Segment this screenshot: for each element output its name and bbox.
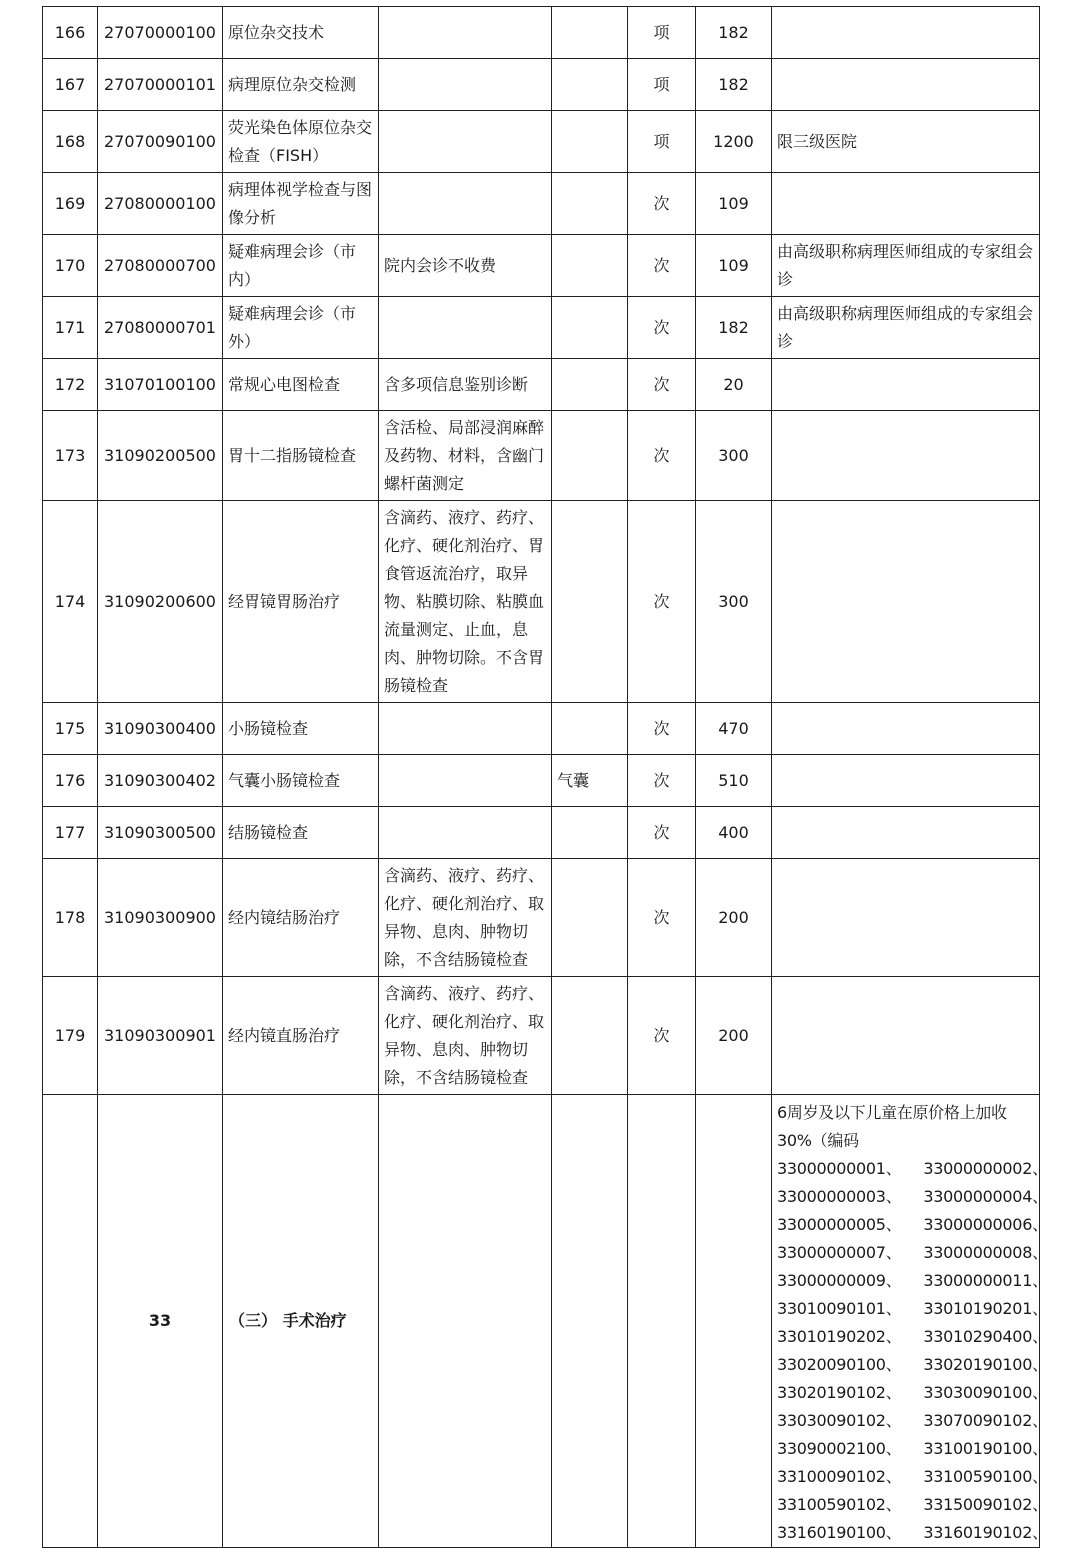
table-row [43, 807, 1040, 859]
item-unit: 项 [628, 59, 696, 111]
code-item: 33030090100 [923, 1383, 1033, 1402]
code-separator: 、 [1032, 1159, 1048, 1178]
item-code: 27070090100 [98, 111, 223, 173]
row-number: 178 [43, 859, 98, 977]
item-content [379, 755, 552, 807]
code-separator: 、 [1032, 1467, 1048, 1486]
item-exclusion [552, 235, 628, 297]
item-code: 27080000700 [98, 235, 223, 297]
code-item: 33010090101 [777, 1299, 886, 1318]
item-unit: 次 [628, 977, 696, 1095]
item-content [379, 173, 552, 235]
row-number: 176 [43, 755, 98, 807]
item-code: 31090200600 [98, 501, 223, 703]
item-unit: 次 [628, 297, 696, 359]
row-number: 179 [43, 977, 98, 1095]
code-item: 33010290400 [923, 1327, 1033, 1346]
item-content [379, 59, 552, 111]
item-code: 31090300900 [98, 859, 223, 977]
item-note [772, 501, 1040, 703]
code-item: 33000000004 [923, 1187, 1033, 1206]
item-price: 300 [696, 501, 772, 703]
item-note [772, 173, 1040, 235]
code-separator: 、 [1032, 1523, 1048, 1542]
table-row [43, 59, 1040, 111]
code-separator: 、 [1032, 1495, 1048, 1514]
section-note [772, 1095, 1048, 1548]
item-note: 由高级职称病理医师组成的专家组会诊 [772, 235, 1040, 297]
item-code: 27080000701 [98, 297, 223, 359]
item-code: 27070000101 [98, 59, 223, 111]
code-separator: 、 [885, 1467, 902, 1486]
row-number: 175 [43, 703, 98, 755]
item-content [379, 297, 552, 359]
item-note [772, 977, 1040, 1095]
code-separator: 、 [1032, 1411, 1048, 1430]
item-exclusion: 气囊 [552, 755, 628, 807]
table-row [43, 297, 1040, 359]
item-name: 疑难病理会诊（市外） [223, 297, 379, 359]
code-separator: 、 [885, 1215, 902, 1234]
item-note [772, 7, 1040, 59]
item-name: 小肠镜检查 [223, 703, 379, 755]
code-separator: 、 [1032, 1383, 1048, 1402]
code-separator: 、 [1032, 1271, 1048, 1290]
item-code: 27070000100 [98, 7, 223, 59]
item-price: 400 [696, 807, 772, 859]
code-item: 33100090102 [777, 1467, 886, 1486]
empty-cell [628, 1095, 696, 1548]
code-item: 33000000002 [923, 1159, 1033, 1178]
item-note [772, 359, 1040, 411]
code-separator: 、 [1032, 1299, 1048, 1318]
item-exclusion [552, 59, 628, 111]
code-item: 33000000007 [777, 1243, 886, 1262]
item-unit: 次 [628, 501, 696, 703]
table-row [43, 703, 1040, 755]
row-number: 167 [43, 59, 98, 111]
code-separator: 、 [885, 1327, 902, 1346]
item-name: 经胃镜胃肠治疗 [223, 501, 379, 703]
code-separator: 、 [1032, 1215, 1048, 1234]
code-item: 33160190102 [923, 1523, 1033, 1542]
code-item: 33100590100 [923, 1467, 1033, 1486]
item-price: 109 [696, 235, 772, 297]
row-number: 168 [43, 111, 98, 173]
item-exclusion [552, 297, 628, 359]
item-exclusion [552, 977, 628, 1095]
item-note: 由高级职称病理医师组成的专家组会诊 [772, 297, 1040, 359]
item-unit: 项 [628, 111, 696, 173]
row-number: 172 [43, 359, 98, 411]
item-name: 经内镜结肠治疗 [223, 859, 379, 977]
item-exclusion [552, 173, 628, 235]
item-unit: 次 [628, 807, 696, 859]
item-unit: 次 [628, 235, 696, 297]
code-item: 33100590102 [777, 1495, 886, 1514]
section-row [43, 1095, 1040, 1548]
item-unit: 次 [628, 359, 696, 411]
row-number: 169 [43, 173, 98, 235]
item-name: 疑难病理会诊（市内） [223, 235, 379, 297]
item-exclusion [552, 859, 628, 977]
item-price: 20 [696, 359, 772, 411]
item-unit: 项 [628, 7, 696, 59]
table-row [43, 977, 1040, 1095]
code-item: 33150090102 [923, 1495, 1033, 1514]
code-item: 33000000003 [777, 1187, 886, 1206]
code-item: 33010190201 [923, 1299, 1033, 1318]
item-name: 胃十二指肠镜检查 [223, 411, 379, 501]
item-price: 109 [696, 173, 772, 235]
code-separator: 、 [885, 1187, 902, 1206]
item-code: 31090300901 [98, 977, 223, 1095]
item-name: 病理原位杂交检测 [223, 59, 379, 111]
table-row [43, 501, 1040, 703]
item-price: 200 [696, 977, 772, 1095]
code-item: 33030090102 [777, 1411, 886, 1430]
code-separator: 、 [885, 1495, 902, 1514]
table-row [43, 359, 1040, 411]
code-list [777, 1155, 1048, 1547]
item-exclusion [552, 411, 628, 501]
code-separator: 、 [885, 1243, 902, 1262]
code-item: 33000000001 [777, 1159, 886, 1178]
section-code: 33 [98, 1095, 223, 1548]
code-separator: 、 [885, 1159, 902, 1178]
item-content: 含活检、局部浸润麻醉及药物、材料，含幽门螺杆菌测定 [379, 411, 552, 501]
code-item: 33000000008 [923, 1243, 1033, 1262]
row-number: 171 [43, 297, 98, 359]
item-note: 限三级医院 [772, 111, 1040, 173]
code-separator: 、 [1032, 1243, 1048, 1262]
code-item: 33000000011 [923, 1271, 1033, 1290]
item-price: 200 [696, 859, 772, 977]
item-price: 470 [696, 703, 772, 755]
section-name: （三） 手术治疗 [223, 1095, 379, 1548]
item-content [379, 111, 552, 173]
empty-cell [379, 1095, 552, 1548]
item-name: 常规心电图检查 [223, 359, 379, 411]
item-name: 病理体视学检查与图像分析 [223, 173, 379, 235]
section-note-intro: 6周岁及以下儿童在原价格上加收30%（编码 [777, 1103, 1007, 1150]
item-note [772, 411, 1040, 501]
item-code: 31070100100 [98, 359, 223, 411]
item-note [772, 59, 1040, 111]
item-content [379, 807, 552, 859]
code-separator: 、 [885, 1523, 902, 1542]
item-exclusion [552, 501, 628, 703]
code-separator: 、 [1032, 1327, 1048, 1346]
code-item: 33100190100 [923, 1439, 1033, 1458]
code-item: 33010190202 [777, 1327, 886, 1346]
item-note [772, 703, 1040, 755]
item-code: 31090300500 [98, 807, 223, 859]
code-separator: 、 [885, 1355, 902, 1374]
code-item: 33000000009 [777, 1271, 886, 1290]
empty-cell [552, 1095, 628, 1548]
item-price: 510 [696, 755, 772, 807]
item-name: 原位杂交技术 [223, 7, 379, 59]
table-row [43, 7, 1040, 59]
table-row [43, 235, 1040, 297]
code-separator: 、 [1032, 1355, 1048, 1374]
item-price: 182 [696, 59, 772, 111]
item-price: 300 [696, 411, 772, 501]
item-content: 含多项信息鉴别诊断 [379, 359, 552, 411]
item-note [772, 859, 1040, 977]
item-content: 含滴药、液疗、药疗、化疗、硬化剂治疗、取异物、息肉、肿物切除，不含结肠镜检查 [379, 977, 552, 1095]
item-price: 182 [696, 7, 772, 59]
item-content: 院内会诊不收费 [379, 235, 552, 297]
code-separator: 、 [1032, 1187, 1048, 1206]
table-row [43, 111, 1040, 173]
price-table [42, 6, 1048, 1548]
row-number: 177 [43, 807, 98, 859]
item-code: 31090200500 [98, 411, 223, 501]
item-unit: 次 [628, 755, 696, 807]
item-content: 含滴药、液疗、药疗、化疗、硬化剂治疗、取异物、息肉、肿物切除，不含结肠镜检查 [379, 859, 552, 977]
section-no-cell [43, 1095, 98, 1548]
item-exclusion [552, 359, 628, 411]
item-exclusion [552, 7, 628, 59]
row-number: 166 [43, 7, 98, 59]
item-name: 气囊小肠镜检查 [223, 755, 379, 807]
table-row [43, 173, 1040, 235]
item-name: 经内镜直肠治疗 [223, 977, 379, 1095]
item-code: 31090300400 [98, 703, 223, 755]
item-unit: 次 [628, 411, 696, 501]
item-price: 182 [696, 297, 772, 359]
code-separator: 、 [1032, 1439, 1048, 1458]
item-exclusion [552, 111, 628, 173]
code-item: 33070090102 [923, 1411, 1033, 1430]
table-row [43, 859, 1040, 977]
item-exclusion [552, 807, 628, 859]
item-name: 结肠镜检查 [223, 807, 379, 859]
code-item: 33020190100 [923, 1355, 1033, 1374]
item-code: 31090300402 [98, 755, 223, 807]
item-unit: 次 [628, 859, 696, 977]
code-separator: 、 [885, 1411, 902, 1430]
item-name: 荧光染色体原位杂交检查（FISH） [223, 111, 379, 173]
code-item: 33020190102 [777, 1383, 886, 1402]
code-separator: 、 [885, 1299, 902, 1318]
item-unit: 次 [628, 703, 696, 755]
item-content [379, 703, 552, 755]
table-row [43, 755, 1040, 807]
code-separator: 、 [885, 1383, 902, 1402]
code-item: 33090002100 [777, 1439, 886, 1458]
row-number: 174 [43, 501, 98, 703]
empty-cell [696, 1095, 772, 1548]
item-exclusion [552, 703, 628, 755]
row-number: 173 [43, 411, 98, 501]
item-note [772, 755, 1040, 807]
item-content: 含滴药、液疗、药疗、化疗、硬化剂治疗、胃食管返流治疗，取异物、粘膜切除、粘膜血流量测定、止血，息肉、肿物切除。不含胃肠镜检查 [379, 501, 552, 703]
code-item: 33000000006 [923, 1215, 1033, 1234]
table-row [43, 411, 1040, 501]
code-separator: 、 [885, 1271, 902, 1290]
code-item: 33160190100 [777, 1523, 886, 1542]
item-code: 27080000100 [98, 173, 223, 235]
code-item: 33000000005 [777, 1215, 886, 1234]
item-content [379, 7, 552, 59]
item-unit: 次 [628, 173, 696, 235]
item-price: 1200 [696, 111, 772, 173]
code-separator: 、 [885, 1439, 902, 1458]
row-number: 170 [43, 235, 98, 297]
item-note [772, 807, 1040, 859]
code-item: 33020090100 [777, 1355, 886, 1374]
